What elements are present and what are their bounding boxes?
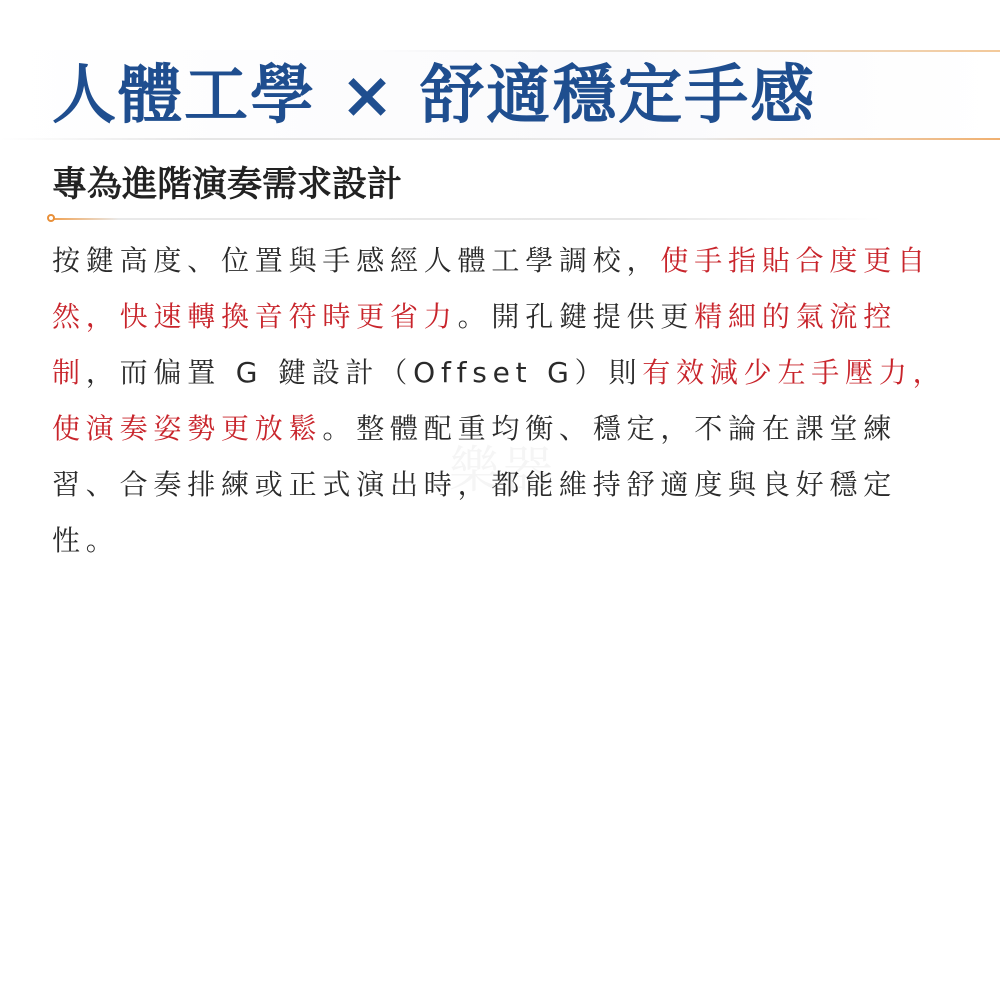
body-segment: ，而偏置 G 鍵設計（Offset G）則 [85, 356, 643, 389]
section-divider [52, 218, 882, 220]
body-segment-highlight: 有效減少左手壓力，使演奏姿勢更放鬆 [52, 356, 947, 445]
body-segment-highlight: 使手指貼合度更自然，快速轉換音符時更省力 [52, 244, 931, 333]
divider-dot-icon [47, 214, 55, 222]
body-segment: 。開孔鍵提供更 [457, 300, 695, 333]
body-segment: 。整體配重均衡、穩定，不論在課堂練習、合奏排練或正式演出時，都能維持舒適度與良好穩定性。 [52, 412, 898, 557]
page-title: 人體工學 × 舒適穩定手感 [52, 59, 817, 133]
body-segment-highlight: 精細的氣流控制 [52, 300, 898, 389]
body-paragraph [52, 233, 952, 569]
title-bottom-rule [0, 138, 1000, 140]
title-top-rule [380, 50, 1000, 52]
section-subtitle: 專為進階演奏需求設計 [52, 165, 403, 205]
body-segment: 按鍵高度、位置與手感經人體工學調校， [52, 244, 661, 277]
